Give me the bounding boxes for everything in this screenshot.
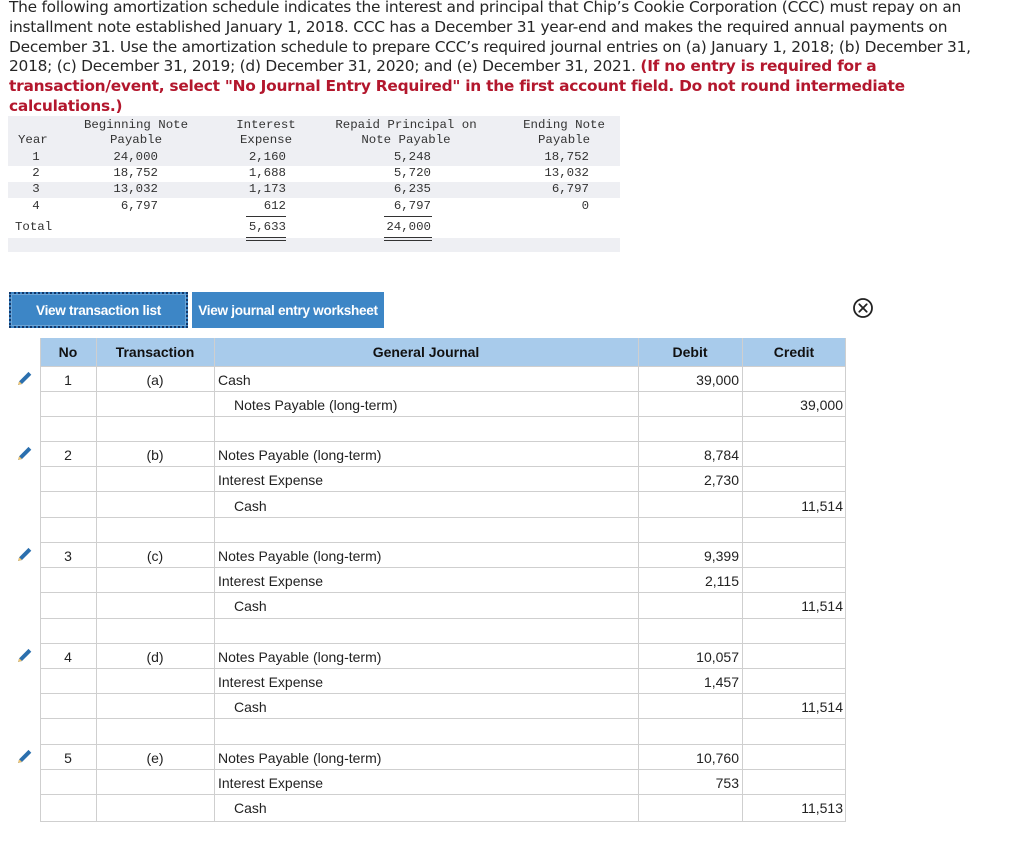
- journal-account[interactable]: Cash: [234, 800, 267, 816]
- schedule-year: 4: [32, 199, 40, 213]
- credit-amount[interactable]: 11,514: [801, 498, 843, 514]
- edit-pencil-icon[interactable]: [14, 369, 36, 389]
- entry-transaction: (a): [146, 372, 164, 388]
- debit-amount[interactable]: 39,000: [696, 372, 739, 388]
- problem-statement: [9, 0, 1017, 117]
- amortization-schedule: [8, 116, 620, 252]
- view-transaction-list-button[interactable]: View transaction list: [9, 292, 188, 328]
- journal-account[interactable]: Interest Expense: [218, 472, 324, 488]
- entry-no: 5: [64, 750, 72, 766]
- schedule-double-underline: [384, 240, 432, 241]
- schedule-interest: 1,688: [248, 166, 286, 180]
- problem-intro: The following amortization schedule indicates the interest and principal that Chip’s Cookie Corporation (CCC) must repay on an installment note established January 1, 2018. CCC has a December 31 year-end and makes the required annual payments on December 31. Use the amortization schedule to prepare CCC’s required journal entries on (a) January 1, 2018; (b) December 31, 2018; (c) December 31, 2019; (d) December 31, 2020; and (e) December 31, 2021.: [9, 0, 971, 76]
- schedule-header-interest: Interest: [236, 118, 296, 132]
- journal-account[interactable]: Cash: [234, 498, 267, 514]
- debit-amount[interactable]: 2,115: [705, 573, 739, 589]
- schedule-ending: 18,752: [544, 150, 589, 164]
- close-circle-icon[interactable]: [852, 297, 874, 319]
- schedule-header-ending: Ending Note: [523, 118, 605, 132]
- schedule-double-underline: [384, 237, 432, 238]
- schedule-header-beginning: Beginning Note: [83, 118, 189, 132]
- debit-amount[interactable]: 10,760: [696, 750, 739, 766]
- entry-no: 2: [64, 447, 72, 463]
- schedule-header-repaid: Note Payable: [361, 133, 451, 147]
- column-header-debit: Debit: [638, 338, 742, 366]
- credit-amount[interactable]: 11,514: [801, 699, 843, 715]
- entry-no: 3: [64, 548, 72, 564]
- view-journal-entry-worksheet-button[interactable]: View journal entry worksheet: [192, 292, 384, 328]
- schedule-beginning: 13,032: [113, 182, 158, 196]
- column-header-no: No: [40, 338, 96, 366]
- journal-account[interactable]: Notes Payable (long-term): [218, 548, 382, 564]
- schedule-total-interest: 5,633: [248, 220, 286, 234]
- schedule-year: 3: [32, 182, 40, 196]
- journal-account[interactable]: Notes Payable (long-term): [218, 447, 382, 463]
- schedule-interest: 612: [263, 199, 286, 213]
- journal-account[interactable]: Interest Expense: [218, 573, 324, 589]
- problem-instruction: (If no entry is required for a transaction/event, select "No Journal Entry Required" in the first account field. Do not round intermediate calculations.): [9, 57, 905, 115]
- schedule-beginning: 18,752: [113, 166, 158, 180]
- schedule-header-ending: Payable: [537, 133, 591, 147]
- schedule-underline: [384, 216, 432, 217]
- credit-amount[interactable]: 11,513: [801, 800, 843, 816]
- credit-amount[interactable]: 11,514: [801, 598, 843, 614]
- schedule-beginning: 6,797: [120, 199, 158, 213]
- credit-amount[interactable]: 39,000: [800, 397, 843, 413]
- debit-amount[interactable]: 9,399: [703, 548, 739, 564]
- edit-pencil-icon[interactable]: [14, 444, 36, 464]
- journal-account[interactable]: Interest Expense: [218, 775, 324, 791]
- edit-pencil-icon[interactable]: [14, 646, 36, 666]
- schedule-row-band: [8, 216, 620, 238]
- entry-transaction: (d): [146, 649, 164, 665]
- journal-entry-table: [0, 338, 846, 822]
- schedule-interest: 1,173: [248, 182, 286, 196]
- schedule-header-repaid: Repaid Principal on: [335, 118, 477, 132]
- journal-account[interactable]: Cash: [234, 598, 267, 614]
- column-header-general-journal: General Journal: [214, 338, 638, 366]
- journal-account[interactable]: Notes Payable (long-term): [218, 649, 382, 665]
- column-header-transaction: Transaction: [96, 338, 214, 366]
- entry-no: 1: [64, 372, 72, 388]
- schedule-header-year: Year: [18, 133, 48, 147]
- schedule-ending: 0: [581, 199, 589, 213]
- journal-account[interactable]: Notes Payable (long-term): [234, 397, 398, 413]
- debit-amount[interactable]: 10,057: [696, 649, 739, 665]
- schedule-double-underline: [246, 240, 286, 241]
- schedule-interest: 2,160: [248, 150, 286, 164]
- schedule-repaid: 5,720: [393, 166, 431, 180]
- debit-amount[interactable]: 1,457: [703, 674, 739, 690]
- schedule-total-repaid: 24,000: [386, 220, 431, 234]
- schedule-header-beginning: Payable: [109, 133, 163, 147]
- schedule-year: 1: [32, 150, 40, 164]
- schedule-underline: [246, 216, 286, 217]
- debit-amount[interactable]: 753: [715, 775, 739, 791]
- debit-amount[interactable]: 2,730: [703, 472, 739, 488]
- column-header-credit: Credit: [742, 338, 846, 366]
- schedule-year: 2: [32, 166, 40, 180]
- journal-account[interactable]: Notes Payable (long-term): [218, 750, 382, 766]
- schedule-repaid: 6,797: [393, 199, 431, 213]
- schedule-repaid: 6,235: [393, 182, 431, 196]
- entry-transaction: (e): [146, 750, 164, 766]
- journal-account[interactable]: Cash: [218, 372, 251, 388]
- schedule-total-label: Total: [15, 220, 53, 234]
- journal-account[interactable]: Interest Expense: [218, 674, 324, 690]
- entry-no: 4: [64, 649, 72, 665]
- schedule-double-underline: [246, 237, 286, 238]
- debit-amount[interactable]: 8,784: [703, 447, 739, 463]
- edit-pencil-icon[interactable]: [14, 545, 36, 565]
- edit-pencil-icon[interactable]: [14, 747, 36, 767]
- schedule-header-interest: Expense: [239, 133, 293, 147]
- schedule-repaid: 5,248: [393, 150, 431, 164]
- schedule-ending: 13,032: [544, 166, 589, 180]
- schedule-ending: 6,797: [551, 182, 589, 196]
- entry-transaction: (b): [146, 447, 164, 463]
- journal-account[interactable]: Cash: [234, 699, 267, 715]
- entry-transaction: (c): [146, 548, 164, 564]
- schedule-beginning: 24,000: [113, 150, 158, 164]
